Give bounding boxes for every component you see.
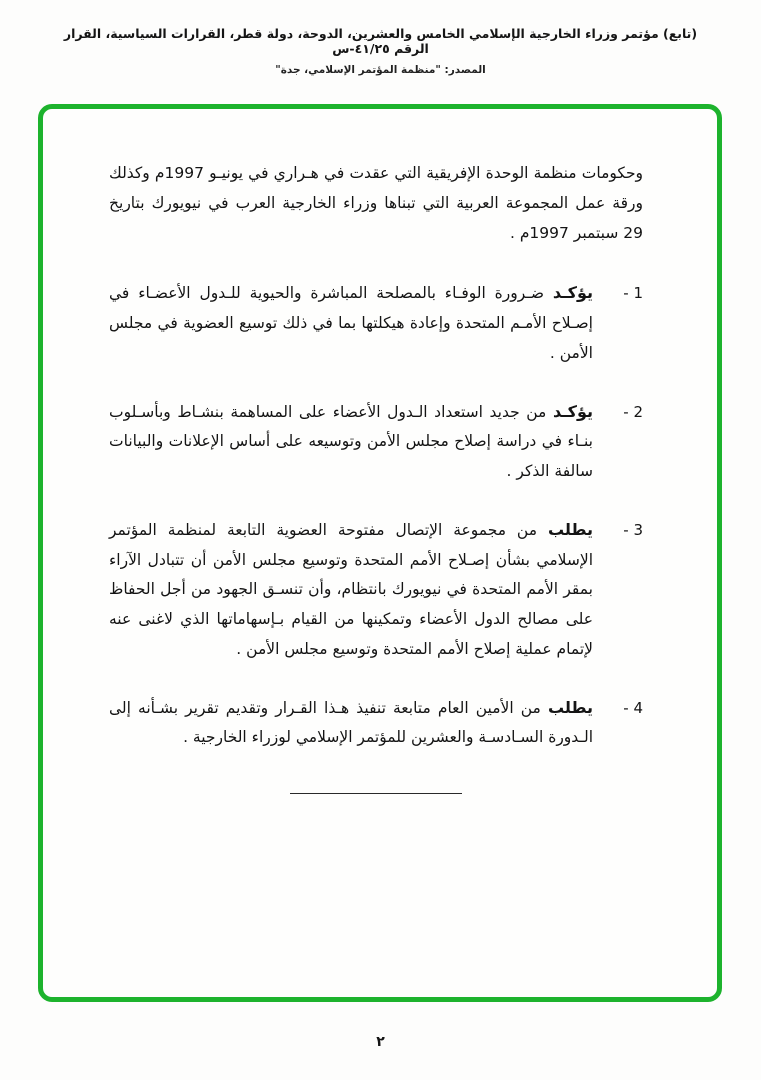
item-text-3 [109,515,593,665]
item-paragraph-4: من الأمين العام متابعة تنفيذ هـذا القـرار وتقديم تقرير بشـأنه إلى الـدورة السـادسـة والعشرين للمؤتمر الإسلامي لوزراء الخارجية . [109,698,593,747]
item-lead-word-2: يؤكـد [552,401,593,421]
item-number-4: 4 - [623,698,643,717]
document-body [43,109,717,794]
item-paragraph-1: ضـرورة الوفـاء بالمصلحة المباشرة والحيوية للـدول الأعضـاء في إصـلاح الأمـم المتحدة وإعادة هيكلتها بما في ذلك توسيع العضوية في مجلس الأمن . [109,284,593,362]
item-lead-word-4: يطلب [547,697,593,717]
resolution-item-4 [109,693,643,754]
item-lead-word-1: يؤكـد [552,283,593,303]
item-paragraph-3: من مجموعة الإتصال مفتوحة العضوية التابعة لمنظمة المؤتمر الإسلامي بشأن إصـلاح الأمم المتحدة وتوسيع مجلس الأمن أن تتبادل الآراء بمقر الأمم المتحدة في نيويورك بانتظام، وأن تنسـق الجهود من أجل الحفاظ على مصالح الدول الأعضاء وتمكينها من القيام بـإسهاماتها الذي لاغنى عنه لإتمام عملية إصلاح الأمم المتحدة وتوسيع مجلس الأمن . [109,520,593,658]
item-text-1 [109,278,593,368]
page-number: ٢ [376,1034,385,1050]
header-title-line: (تابع) مؤتمر وزراء الخارجية الإسلامي الخامس والعشرين، الدوحة، دولة قطر، القرارات السياسية، القرار الرقم ٤١/٢٥-س [63,26,698,56]
item-number-1: 1 - [623,284,643,303]
resolution-item-3 [109,515,643,665]
item-paragraph-2: من جديد استعداد الـدول الأعضاء على المساهمة بنشـاط وبأسـلوب بنـاء في دراسة إصلاح مجلس الأمن وتوسيعه على أساس الإعلانات والبيانات سالفة الذكر . [109,402,593,480]
resolution-item-2 [109,397,643,487]
resolution-item-1 [109,278,643,368]
item-text-2 [109,397,593,487]
item-number-3: 3 - [623,520,643,539]
item-number-2: 2 - [623,402,643,421]
intro-paragraph: وحكومات منظمة الوحدة الإفريقية التي عقدت في هـراري في يونيـو 1997م وكذلك ورقة عمل المجموعة العربية التي تبناها وزراء الخارجية العرب في نيويورك بتاريخ 29 سبتمبر 1997م . [109,164,644,242]
document-header [0,0,761,76]
item-lead-word-3: يطلب [547,519,593,539]
item-text-4 [109,693,593,754]
end-of-text-divider [290,793,462,794]
green-border-frame [38,104,722,1002]
header-source-line: المصدر: "منظمة المؤتمر الإسلامي، جدة" [275,64,486,76]
